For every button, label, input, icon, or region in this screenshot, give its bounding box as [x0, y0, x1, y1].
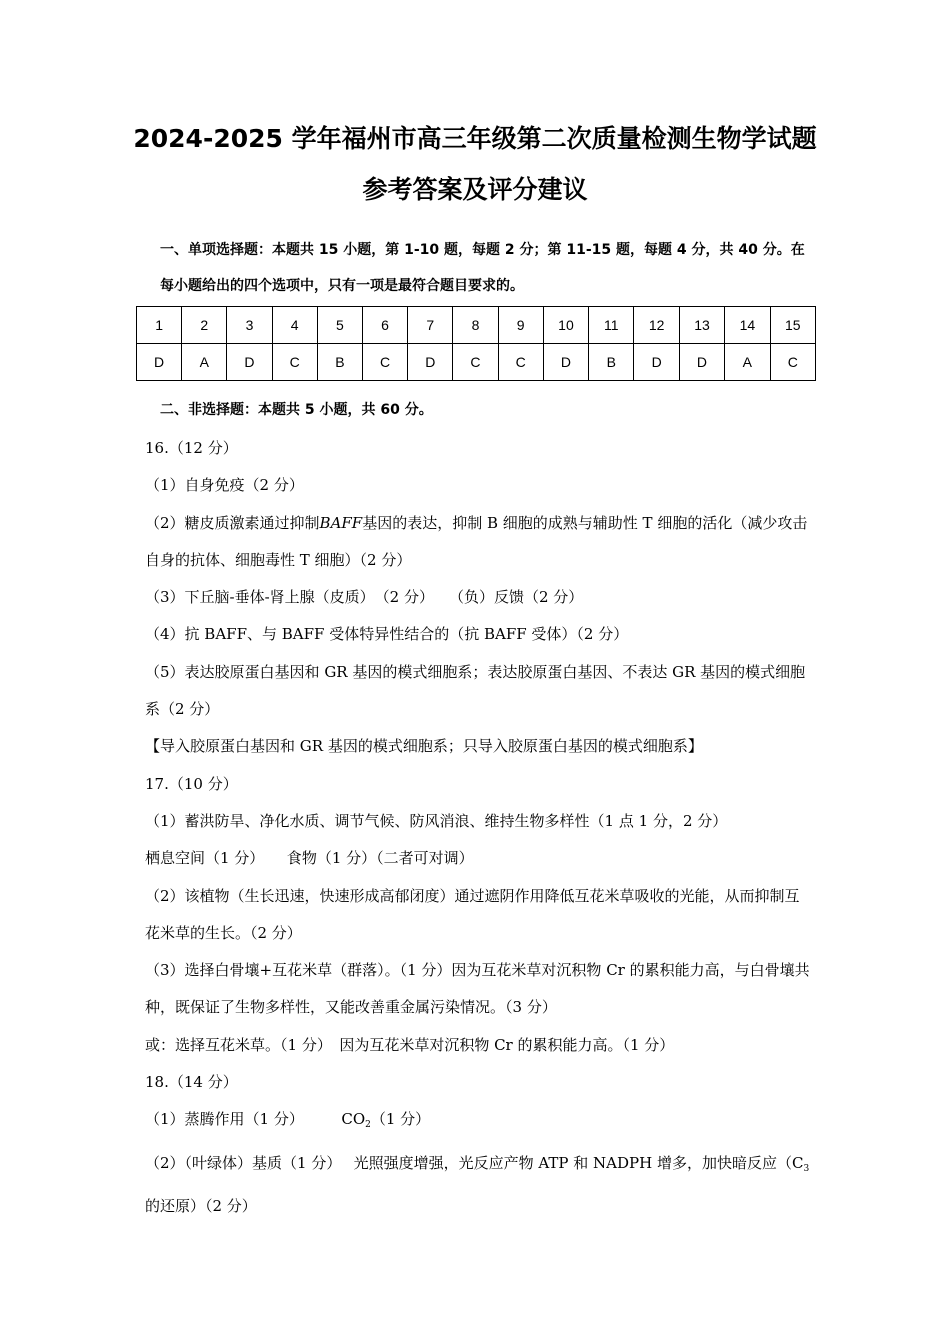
answer-cell: D	[227, 344, 272, 381]
answer-cell: C	[362, 344, 407, 381]
q17-part2: （2）该植物（生长迅速，快速形成高郁闭度）通过遮阴作用降低互花米草吸收的光能，从而抑制互花米草的生长。（2 分）	[145, 886, 800, 942]
question-number-cell: 12	[634, 307, 679, 344]
q18-part2-a: （2）（叶绿体）基质（1 分） 光照强度增强，光反应产物 ATP 和 NADPH 增多，加快暗反应（C	[145, 1153, 804, 1172]
question-number-cell: 15	[770, 307, 815, 344]
answer-cell: C	[453, 344, 498, 381]
q18-part2	[145, 1145, 810, 1226]
question-number-cell: 6	[362, 307, 407, 344]
answer-cell: A	[182, 344, 227, 381]
q16-part4: （4）抗 BAFF、与 BAFF 受体特异性结合的（抗 BAFF 受体）（2 分）	[145, 625, 629, 644]
q17-part3: （3）选择白骨壤+互花米草（群落）。（1 分）因为互花米草对沉积物 Cr 的累积能力高，与白骨壤共种，既保证了生物多样性，又能改善重金属污染情况。（3 分）	[145, 961, 810, 1017]
q18-part1-a: （1）蒸腾作用（1 分） CO	[145, 1110, 366, 1129]
q18-part2-b: 的还原）（2 分）	[145, 1196, 257, 1215]
q16-part2-b: 基因的表达，抑制 B 细胞的成熟与辅助性 T 细胞的活化（减少攻击自身的抗体、细胞毒性 T 细胞）（2 分）	[145, 513, 808, 569]
q16-part2-a: （2）糖皮质激素通过抑制	[145, 513, 320, 532]
answer-cell: C	[498, 344, 543, 381]
q17-part1b: 栖息空间（1 分） 食物（1 分）（二者可对调）	[145, 849, 474, 868]
answers-body	[145, 430, 810, 1225]
question-number-cell: 13	[679, 307, 724, 344]
question-number-cell: 7	[408, 307, 453, 344]
answer-cell: C	[272, 344, 317, 381]
document-subtitle: 参考答案及评分建议	[362, 175, 588, 204]
q16-part2	[145, 505, 810, 580]
answer-cell: B	[317, 344, 362, 381]
question-number-cell: 3	[227, 307, 272, 344]
q17-part1: （1）蓄洪防旱、净化水质、调节气候、防风消浪、维持生物多样性（1 点 1 分，2 分）	[145, 811, 728, 830]
section2-heading: 二、非选择题：本题共 5 小题，共 60 分。	[160, 402, 433, 418]
q17-alternative: 或：选择互花米草。（1 分） 因为互花米草对沉积物 Cr 的累积能力高。（1 分）	[145, 1035, 675, 1054]
question-number-cell: 9	[498, 307, 543, 344]
answer-cell: C	[770, 344, 815, 381]
q16-part1: （1）自身免疫（2 分）	[145, 476, 304, 495]
q18-part1	[145, 1101, 810, 1144]
answer-cell: D	[408, 344, 453, 381]
q18-heading: 18.（14 分）	[145, 1073, 238, 1092]
answer-cell: D	[679, 344, 724, 381]
q16-part5: （5）表达胶原蛋白基因和 GR 基因的模式细胞系；表达胶原蛋白基因、不表达 GR 基因的模式细胞系（2 分）	[145, 662, 806, 719]
q16-alternative: 【导入胶原蛋白基因和 GR 基因的模式细胞系；只导入胶原蛋白基因的模式细胞系】	[145, 737, 703, 756]
answer-cell: D	[137, 344, 182, 381]
q17-heading: 17.（10 分）	[145, 774, 238, 793]
question-number-cell: 1	[137, 307, 182, 344]
q18-c3-subscript: 3	[803, 1163, 810, 1174]
q16-part3: （3）下丘脑-垂体-肾上腺（皮质） （2 分） （负）反馈（2 分）	[145, 588, 584, 607]
q16-gene-name: BAFF	[319, 513, 363, 532]
answer-cell: A	[725, 344, 770, 381]
answer-table	[136, 306, 816, 381]
question-number-cell: 8	[453, 307, 498, 344]
question-number-cell: 5	[317, 307, 362, 344]
q16-heading: 16.（12 分）	[145, 439, 238, 457]
answer-row	[137, 344, 816, 381]
question-number-cell: 4	[272, 307, 317, 344]
q18-part1-b: （1 分）	[370, 1110, 431, 1129]
q18-co2-subscript: 2	[365, 1120, 371, 1131]
document-title: 2024-2025 学年福州市高三年级第二次质量检测生物学试题	[133, 124, 817, 153]
question-number-cell: 14	[725, 307, 770, 344]
section1-heading: 一、单项选择题：本题共 15 小题，第 1-10 题，每题 2 分；第 11-15 题，每题 4 分，共 40 分。在每小题给出的四个选项中，只有一项是最符合题目要求的。	[160, 242, 805, 294]
question-number-cell: 2	[182, 307, 227, 344]
question-number-cell: 11	[589, 307, 634, 344]
answer-cell: B	[589, 344, 634, 381]
answer-cell: D	[634, 344, 679, 381]
answer-cell: D	[543, 344, 588, 381]
question-number-cell: 10	[543, 307, 588, 344]
question-number-row	[137, 307, 816, 344]
